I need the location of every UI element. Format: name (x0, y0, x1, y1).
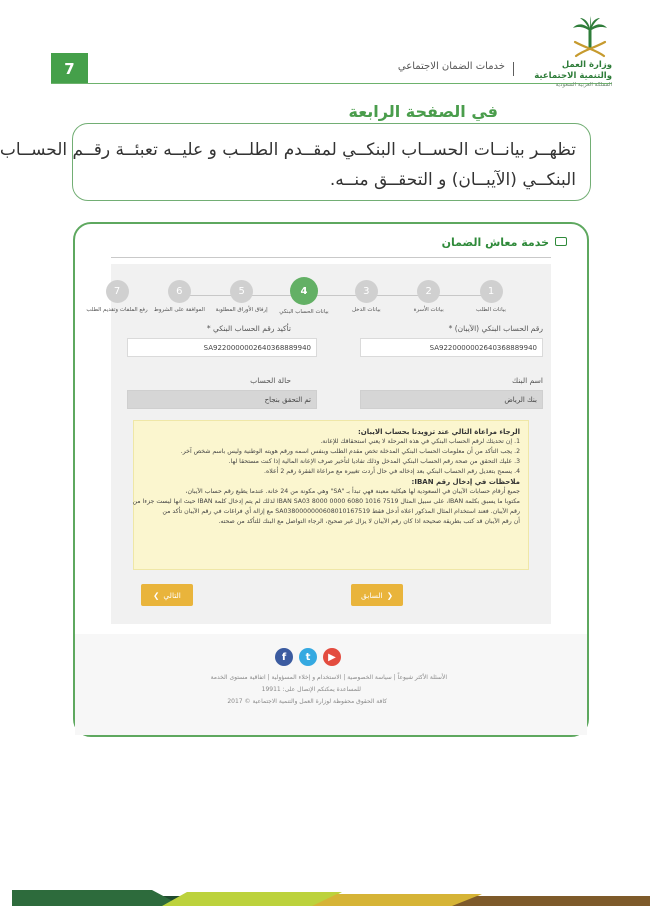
palm-swords-icon (568, 16, 612, 60)
step-label: رفع الملفات وتقديم الطلب (86, 307, 148, 313)
form-panel (86, 264, 551, 624)
twitter-icon[interactable]: t (299, 648, 317, 666)
logo-text-ministry: وزارة العمل (561, 60, 612, 70)
card-icon (555, 237, 567, 246)
step-label: الموافقة على الشروط (153, 307, 205, 313)
footer-copyright: كافة الحقوق محفوظة لوزارة العمل والتنمية الاجتماعية © 2017 (227, 698, 387, 705)
service-title-rule (111, 257, 551, 258)
iban-note-line: جميع أرقام حسابات الآيبان في السعودية لها هيكلية معينة فهي تبدأ بـ "SA" وهي مكونة من 24 خانة. عندما يطبع رقم حساب الآيبان، (185, 488, 520, 495)
note-item: 4. يسمح بتعديل رقم الحساب البنكي بعد إدخاله في حال أردت تغييره مع مراعاة الفقرة رقم 2 أعلاه. (264, 468, 520, 475)
iban-input[interactable]: SA9220000002640368889940 (360, 338, 543, 357)
instruction-text-line-2: البنكــي (الآيبــان) و التحقــق منــه. (329, 170, 576, 190)
page-number: 7 (51, 53, 88, 84)
account-status-label: حالة الحساب (250, 376, 291, 385)
step-circle: 1 (480, 280, 503, 303)
step-circle: 5 (230, 280, 253, 303)
bank-name-field: بنك الرياض (360, 390, 543, 409)
instruction-text-line-1: تظهــر بيانــات الحســاب البنكــي لمقــدم الطلــب و عليــه تعبئــة رقــم الحســاب (0, 140, 576, 160)
site-footer (75, 634, 587, 735)
note-item: 2. يجب التأكد من أن معلومات الحساب البنكي المدخلة تخص مقدم الطلب وبنفس اسمه ورقم هويته الوطنية وليس باسم شخص آخر. (180, 448, 520, 455)
iban-note-line: رقم الآيبان. فعند استخدام المثال المذكور اعلاه أدخل فقط SA0380000000608010167519 مع إزالة أي فراغات في رقم الآيبان تأكد من (162, 508, 520, 515)
next-button-label: التالي (163, 590, 181, 600)
previous-button-label: السابق (361, 590, 383, 600)
youtube-icon[interactable]: ▶ (323, 648, 341, 666)
service-title (442, 236, 567, 249)
iban-confirm-label: تأكيد رقم الحساب البنكي * (206, 324, 291, 333)
instruction-title: في الصفحة الرابعة (337, 102, 510, 121)
note-item: 1. إن تحديثك لرقم الحساب البنكي في هذه المرحلة لا يعني استحقاقك للإعانة. (320, 438, 520, 445)
iban-notes-heading: ملاحظات في إدخال رقم IBAN: (411, 478, 520, 486)
step-circle: 3 (355, 280, 378, 303)
ministry-logo (507, 16, 612, 88)
header-section-label: خدمات الضمان الاجتماعي (397, 61, 505, 72)
step-label: إرفاق الأوراق المطلوبة (215, 307, 268, 313)
step-circle: 6 (168, 280, 191, 303)
step-circle: 2 (417, 280, 440, 303)
iban-confirm-input[interactable]: SA9220000002640368889940 (127, 338, 317, 357)
note-item: 3. عليك التحقق من صحة رقم الحساب البنكي المدخل وذلك تفاديا لتأخير صرف الإعانة المالية إذا كنت مستحقا لها. (228, 458, 520, 465)
step-label: بيانات الحساب البنكي (279, 309, 329, 315)
account-status-field: تم التحقق بنجاح (127, 390, 317, 409)
step-label: بيانات الأسرة (413, 307, 444, 313)
bottom-decoration (12, 880, 650, 906)
notes-heading: الرجاء مراعاة التالي عند تزويدنا بحساب الايبان: (357, 428, 520, 436)
step-circle: 4 (290, 277, 318, 305)
facebook-icon[interactable]: f (275, 648, 293, 666)
step-label: بيانات الطلب (476, 307, 506, 313)
step-circle: 7 (106, 280, 129, 303)
service-title-text: خدمة معاش الضمان (441, 236, 549, 249)
iban-note-line: أن رقم الآيبان قد كتب بطريقة صحيحة اذا كان رقم الآيبان لا يزال غير صحيح، الرجاء التواصل مع البنك للتأكد من صحته. (218, 518, 520, 525)
iban-notes-box (133, 420, 529, 570)
header-rule (51, 83, 612, 84)
step-7[interactable] (79, 276, 155, 313)
footer-support: للمساعدة يمكنكم الإتصال على: 19911 (261, 686, 361, 693)
next-button[interactable] (141, 584, 193, 606)
step-label: بيانات الدخل (352, 307, 381, 313)
iban-label: رقم الحساب البنكي (الآيبان) * (448, 324, 543, 333)
screenshot-frame (73, 222, 589, 737)
footer-links[interactable]: الأسئلة الأكثر شيوعاً | سياسة الخصوصية | الاستخدام و إخلاء المسؤولية | اتفاقية مستوى الخدمة (210, 674, 447, 681)
logo-text-social: والتنمية الاجتماعية (534, 71, 612, 81)
bank-name-label: اسم البنك (512, 376, 543, 385)
chevron-right-icon: ❯ (153, 590, 160, 600)
logo-text-kingdom: المملكة العربية السعودية (555, 82, 612, 88)
iban-note-line: مكتوبا ما يسبق بكلمة IBAN، على سبيل المثال IBAN SA03 8000 0000 6080 1016 7519 لذلك لم يتم إدخال كلمة IBAN حيث انها ليست جزءا من (132, 498, 520, 505)
previous-button[interactable] (351, 584, 403, 606)
chevron-left-icon: ❮ (386, 590, 393, 600)
